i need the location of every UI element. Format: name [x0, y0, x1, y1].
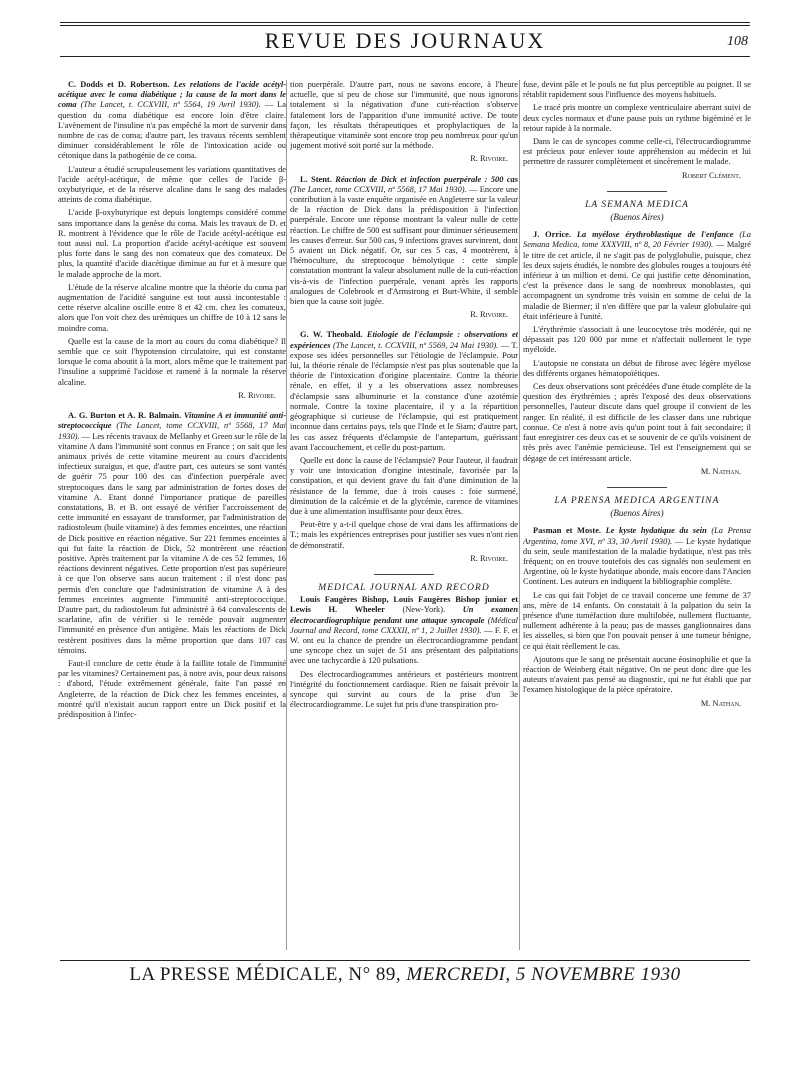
- column-2: [290, 80, 518, 960]
- article-signature: R. Rivoire.: [470, 154, 508, 164]
- article-paragraph: Dans le cas de syncopes comme celle-ci, l'électrocardiogramme est précieux pour enlever toute appréhension au médecin et lui permettre de rassurer complètement et sincèrement le malade.: [523, 137, 751, 167]
- article-paragraph: L'étude de la réserve alcaline montre que la théorie du coma par augmentation de l'acidité sanguine est tout aussi incontestable : cette réserve alcaline oscille entre 8 et 42 cm. chez les comateux, alors que l'on voit chez des urémiques un chiffre de 10 à 12 sans le moindre coma.: [58, 282, 286, 333]
- article-reference: (The Lancet, tome CCXVIII, nº 5568, 17 Mai 1930).: [58, 421, 286, 441]
- article-paragraph: Quelle est la cause de la mort au cours du coma diabétique? Il semble que ce soit l'hypotension circulatoire, qui est constante lorsque le coma aboutit à la mort, alors même que le traitement par l'insuline a supprimé l'acidose et ramené à la normale la réserve alcaline.: [58, 336, 286, 387]
- article-paragraph: Quelle est donc la cause de l'éclampsie? Pour l'auteur, il faudrait y voir une intoxication d'origine intestinale, favorisée par la constipation, et qui devient grave du fait d'une diminution de la résistance de la femme, due à trois causes : foie surmené, diminution de la calcémie et de la glycémie, carence de vitamines due à une alimentation insuffisante pour deux êtres.: [290, 455, 518, 516]
- section-divider: [374, 574, 434, 575]
- article-bishop-wheeler: [290, 595, 518, 710]
- article-text: — F. F. et W. ont eu la chance de prendre un électrocardiogramme pendant une syncope chez un sujet de 51 ans présentant des palpitations avec une tachycardie à 120 pulsations.: [290, 625, 518, 666]
- article-paragraph: L'érythrémie s'associait à une leucocytose très modérée, qui ne dépassait pas 120 000 par mme et n'affectait nullement le type myéloïde.: [523, 325, 751, 355]
- article-authors: Pasman et Moste.: [533, 526, 602, 536]
- article-paragraph: Peut-être y a-t-il quelque chose de vrai dans les affirmations de T.; mais les expériences entreprises pour justifier ses vues n'ont rien de démonstratif.: [290, 520, 518, 550]
- article-signature: R. Rivoire.: [238, 390, 276, 400]
- article-theobald: [290, 330, 518, 563]
- article-text: — T. expose ses idées personnelles sur l'étiologie de l'éclampsie. Pour lui, la théorie rénale de l'éclampsie n'est pas plus soutenable que la théorie de l'intoxication d'origine placentaire. Contre la théorie rénale, en effet, il y a les observations assez nombreuses d'éclampsie sans albuminurie et la constance d'une azotémie normale. Contre la toxine placentaire, il y a la répartition géographique si curieuse de l'éclampsie, qui est pratiquement inconnue dans certains pays, tels que l'Inde et le Siam; d'autre part, les cas assez fréquents d'éclampsie de l'antepartum, guérissant avant l'accouchement, et celle du post-partum.: [290, 340, 518, 452]
- article-signature: R. Rivoire.: [470, 310, 508, 320]
- article-authors: J. Orrice.: [533, 230, 571, 240]
- article-paragraph: Faut-il conclure de cette étude à la faillite totale de l'immunité par les vitamines? Certainement pas, à notre avis, pour deux raisons : d'abord, l'étude extrêmement générale, faite l'an passé en Angleterre, de la réaction de Dick chez les femmes enceintes, a montré qu'il n'existait aucun rapport entre un Dick positif et la prédisposition à l'infec-: [58, 658, 286, 719]
- article-reference: (The Lancet, t. CCXVIII, nº 5564, 19 Avril 1930).: [80, 100, 261, 110]
- article-pasman-moste: [523, 526, 751, 708]
- article-lead: [523, 230, 751, 322]
- article-paragraph: Ajoutons que le sang ne présentait aucune éosinophilie et que la réaction de Weinberg était négative. On ne peut donc dire que les auteurs n'avaient pas pensé au diagnostic, qui ne fut établi que par l'examen histologique de la pièce opératoire.: [523, 654, 751, 695]
- article-reference: (Médical Journal and Record, tome CXXXII, nº 1, 2 Juillet 1930).: [290, 615, 518, 635]
- column-3: [523, 80, 751, 960]
- footer-rule: [60, 960, 750, 961]
- article-reference: (La Semana Medica, tome XXXVIII, nº 8, 20 Février 1930).: [523, 230, 751, 250]
- section-place: (Buenos Aires): [610, 508, 664, 519]
- article-reference: (The Lancet, tome CCXVIII, nº 5568, 17 Mai 1930).: [290, 184, 467, 194]
- article-lead: [523, 526, 751, 587]
- article-paragraph: fuse, devint pâle et le pouls ne fut plus perceptible au poignet. Il se rétablit rapidement sous l'influence des moyens habituels.: [523, 80, 751, 100]
- footer-journal: LA PRESSE MÉDICALE, N° 89,: [129, 964, 402, 985]
- article-authors: A. G. Burton et A. R. Balmain.: [68, 411, 182, 421]
- article-title: Un examen électrocardiographique pendant une attaque syncopale: [290, 605, 518, 625]
- article-paragraph: Le cas qui fait l'objet de ce travail concerne une femme de 37 ans, mère de 14 enfants. On constatait à la palpation du sein la présence d'une tuméfaction dure multilobée, nullement fluctuante, nullement adhérente à la peau; pas de masses ganglionnaires dans les aisselles, si bien que l'on pouvait penser à une tumeur bénigne, ce qui était réellement le cas.: [523, 590, 751, 651]
- article-orrice: [523, 230, 751, 477]
- article-text: — Les récents travaux de Mellanby et Green sur le rôle de la vitamine A dans l'immunité sont connus en France ; on sait que les animaux privés de cette vitamine meurent au cours d'accidents infectieux suraigus, et que, d'autre part, ces auteurs se sont vantés de guérir 75 pour 100 des cas d'infection puerpérale avec streptocoques dans le sang par administration de fortes doses de vitamine A. Etant donné l'importance pratique de pareilles constatations, B. et B. ont essayé de vérifier l'accroissement de cette immunité en essayant de transformer, par l'administration de radiostoleum (huile vitamine) à des femmes enceintes, une réaction de Dick positive en réaction négative. Sur 221 femmes enceintes à qui fut faite la réaction de Dick, 52 montrèrent une réaction positive. Après traitement par la vitamine A de ces 52 femmes, 16 réactions devinrent négatives. Cette proportion n'est pas supérieure à ce que l'on observe sans aucun traitement : il n'est donc pas permis d'en conclure que l'administration de vitamine A à des femmes enceintes augmente l'immunité anti-streptococcique. D'autre part, du radiostoleum fut administré à 64 convalescents de scarlatine, afin de vérifier si le remède pouvait augmenter l'immunité en présence d'un antigène. Mais les réactions de Dick restèrent positives dans la même proportion que dans 107 cas témoins.: [58, 431, 286, 655]
- page-header-title: REVUE DES JOURNAUX: [264, 28, 546, 53]
- article-reference: (La Prensa Argentina, tome XVI, nº 33, 30 Avril 1930).: [523, 526, 751, 546]
- article-authors: G. W. Theobald.: [300, 330, 363, 340]
- column-divider: [286, 80, 287, 950]
- article-title: Réaction de Dick et infection puerpérale : 500 cas: [335, 174, 518, 184]
- article-dodds-robertson: [58, 80, 286, 401]
- section-heading: MEDICAL JOURNAL AND RECORD: [318, 582, 490, 593]
- article-place: (New-York).: [402, 605, 446, 615]
- article-bishop-wheeler-continued: [523, 80, 751, 181]
- article-paragraph: Le tracé pris montre un complexe ventriculaire aberrant suivi de deux cycles normaux et d'une pause puis un rythme bigéminé et le retour rapide à la normale.: [523, 103, 751, 133]
- header-top-rule: [60, 22, 750, 26]
- article-title: Les relations de l'acide acétyl-acétique avec le coma diabétique ; la cause de la mort dans le coma: [58, 80, 286, 110]
- article-signature: M. Nathan.: [700, 466, 741, 476]
- article-title: Etiologie de l'éclampsie : observations et expériences: [290, 330, 518, 350]
- article-lead: [290, 330, 518, 452]
- footer-date: MERCREDI, 5 NOVEMBRE 1930: [406, 964, 681, 985]
- article-title: La myélose érythroblastique de l'enfance: [576, 230, 734, 240]
- article-lead: [58, 411, 286, 656]
- article-signature: Robert Clément.: [682, 170, 741, 180]
- article-paragraph: L'auteur a étudié scrupuleusement les variations quantitatives de l'acide acétyl-acétique, de même que celles de l'acide β-oxybutyrique, et de la réserve alcaline dans le sang des malades atteints de coma diabétique.: [58, 164, 286, 205]
- article-authors: C. Dodds et D. Robertson.: [68, 80, 170, 89]
- article-text: — Encore une contribution à la vaste enquête organisée en Angleterre sur la valeur de la réaction de Dick dans la prédisposition à l'infection puerpérale. Encore une réponse montrant la valeur nulle de cette réaction. Le chiffre de 500 est suffisant pour diminuer sérieusement les causes d'erreur. Sur 500 cas, 9 infections graves survinrent, dont 5 avaient un Dick négatif. Or, sur ces 5 cas, 4 montrèrent, à l'hémoculture, du streptocoque hémolytique : cette simple constatation montrant la valeur absolument nulle de la cuti-réaction vis-à-vis de l'infection puerpérale, venant après les rapports analogues de Colebrook et d'Armstrong et Burt-White, il semble bien que la cause soit jugée.: [290, 184, 518, 307]
- article-lead: [290, 595, 518, 666]
- article-burton-balmain-continued: [290, 80, 518, 165]
- column-1: [58, 80, 286, 960]
- article-burton-balmain: [58, 411, 286, 720]
- article-authors: L. Stent.: [300, 174, 332, 184]
- article-paragraph: Des électrocardiogrammes antérieurs et postérieurs montrent l'intégrité du fonctionnement cardiaque. Rien ne faisait prévoir la syncope qui survint au cours de la prise d'un 3e électrocardiogramme. Le sujet fut pris d'une transpiration pro-: [290, 669, 518, 710]
- article-text: — Malgré le titre de cet article, il ne s'agit pas de polyglobulie, puisque, chez les deux sujets étudiés, le nombre des globules rouges a toujours été inférieur à un million et demi. Ce qui justifie cette dénomination, c'est la présence dans le sang de nombreux monoblastes, qui accompagnent un syndrome très voisin en somme de celui de la maladie de Biermer; il n'en diffère que par la valeur globulaire qui était inférieure à l'unité.: [523, 240, 751, 321]
- section-place: (Buenos Aires): [610, 212, 664, 223]
- article-lead: [58, 80, 286, 162]
- section-heading: LA SEMANA MEDICA: [585, 199, 689, 210]
- article-signature: R. Rivoire.: [470, 553, 508, 563]
- article-lead: [290, 175, 518, 308]
- article-reference: (The Lancet, t. CCXVIII, nº 5569, 24 Mai 1930).: [332, 340, 499, 350]
- article-paragraph: tion puerpérale. D'autre part, nous ne savons encore, à l'heure actuelle, que si peu de chose sur l'immunité, que nous ignorons totalement si la négativation d'une cuti-réaction s'observe fatalement lors de l'apparition d'une immunité active. De toute façon, les résultats thérapeutiques et prophylactiques de la thérapeutique vitaminée sont encore trop peu nombreux pour qu'un jugement motivé soit porté sur la méthode.: [290, 80, 518, 151]
- article-title: Vitamine A et immunité anti-streptococcique: [58, 411, 286, 431]
- header-bottom-rule: [60, 56, 750, 57]
- page-footer: [60, 964, 750, 986]
- article-text: — Le kyste hydatique du sein, seule manifestation de la maladie hydatique, n'est pas très fréquent; on en trouve toutefois des cas signalés non seulement en Argentine, où le kyste hydatique abonde, mais encore dans l'Ancien Continent. Les auteurs en indiquent la bibliographie complète.: [523, 536, 751, 587]
- article-paragraph: L'acide β-oxybutyrique est depuis longtemps considéré comme sans importance dans la genèse du coma. Mais les travaux de D. et R. montrent à l'évidence que le rôle de l'acide acétyl-acétique est tout aussi nul. La proportion d'acide acétyl-acétique est souvent plus forte dans le sang des non comateux que des comateux. De plus, la quantité d'acide diacétique diminue au fur et à mesure que le malade approche de la mort.: [58, 208, 286, 279]
- section-divider: [607, 487, 667, 488]
- article-title: Le kyste hydatique du sein: [605, 526, 707, 536]
- article-paragraph: L'autopsie ne constata un début de fibrose avec légère myélose des différents organes hématopoïétiques.: [523, 358, 751, 378]
- column-divider: [519, 80, 520, 950]
- section-heading: LA PRENSA MEDICA ARGENTINA: [554, 495, 720, 506]
- page-number: 108: [727, 34, 748, 49]
- article-signature: M. Nathan.: [700, 698, 741, 708]
- article-authors: Louis Faugères Bishop, Louis Faugères Bishop junior et Lewis H. Wheeler: [290, 595, 518, 615]
- article-text: — La question du coma diabétique est encore loin d'être claire. L'avènement de l'insuline n'a pas empêché la mort de survenir dans nombre de cas de coma; d'autre part, les travaux récents semblent diminuer considérablement le rôle de l'intoxication acide ou cétonique dans la pathogénie de ce coma.: [58, 100, 286, 161]
- article-stent: [290, 175, 518, 321]
- section-divider: [607, 191, 667, 192]
- article-paragraph: Ces deux observations sont précédées d'une étude complète de la question des érythrémies ; après l'exposé des deux observations personnelles, l'auteur discute dans quel groupe il convient de les ranger. En réalité, il est difficile de les classer dans une rubrique connue. Ce n'est à notre avis qu'un point tout à fait secondaire; il faut enregistrer ces deux cas et se souvenir de ce qu'ils voisinent de très près avec l'anémie pernicieuse. Tel est l'enseignement qui se dégage de cet intéressant article.: [523, 382, 751, 463]
